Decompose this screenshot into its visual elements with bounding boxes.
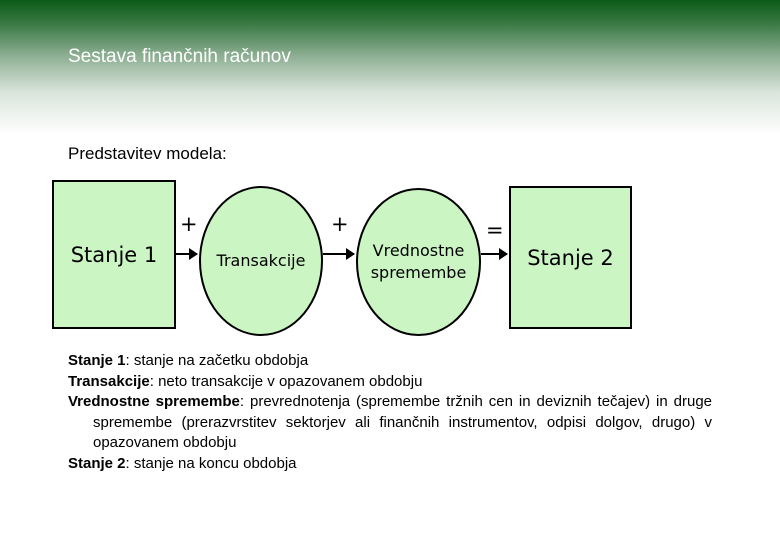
legend-desc: : stanje na koncu obdobja	[125, 454, 297, 472]
arrow-3	[481, 253, 507, 255]
legend-item-vrednostne-spremembe	[68, 392, 712, 454]
legend	[68, 351, 712, 474]
legend-desc: : neto transakcije v opazovanem obdobju	[149, 372, 423, 390]
legend-item-transakcije	[68, 372, 712, 393]
equals-sign: =	[486, 218, 504, 242]
stanje-1-label: Stanje 1	[70, 242, 158, 267]
transakcije-label: Transakcije	[216, 251, 306, 270]
legend-item-stanje-2	[68, 454, 712, 475]
slide-title: Sestava finančnih računov	[68, 46, 291, 67]
legend-term: Stanje 2	[68, 454, 126, 472]
plus-sign-1: +	[180, 212, 198, 236]
stanje-2-box	[509, 186, 632, 329]
slide-subtitle: Predstavitev modela:	[68, 144, 227, 163]
legend-item-stanje-1	[68, 351, 712, 372]
vrednostne-spremembe-label	[371, 240, 467, 284]
legend-desc: : stanje na začetku obdobja	[125, 352, 309, 369]
vrednostne-label-line2: spremembe	[370, 263, 467, 282]
arrow-2	[323, 253, 354, 255]
transakcije-ellipse	[199, 186, 323, 336]
legend-term: Vrednostne spremembe	[68, 393, 240, 410]
arrow-1	[176, 253, 197, 255]
plus-sign-2: +	[331, 212, 349, 236]
stanje-2-label: Stanje 2	[527, 245, 614, 270]
vrednostne-spremembe-ellipse	[356, 188, 481, 336]
legend-term: Transakcije	[68, 372, 150, 390]
stanje-1-box	[52, 180, 176, 329]
vrednostne-label-line1: Vrednostne	[372, 241, 465, 260]
legend-desc: : prevrednotenja (spremembe tržnih cen in deviznih tečajev) in druge spremembe (prerazvrstitev sektorjev ali finančnih instrumentov, odpisi dolgov, drugo) v opazovanem obdobju	[93, 393, 713, 451]
legend-term: Stanje 1	[68, 352, 126, 369]
